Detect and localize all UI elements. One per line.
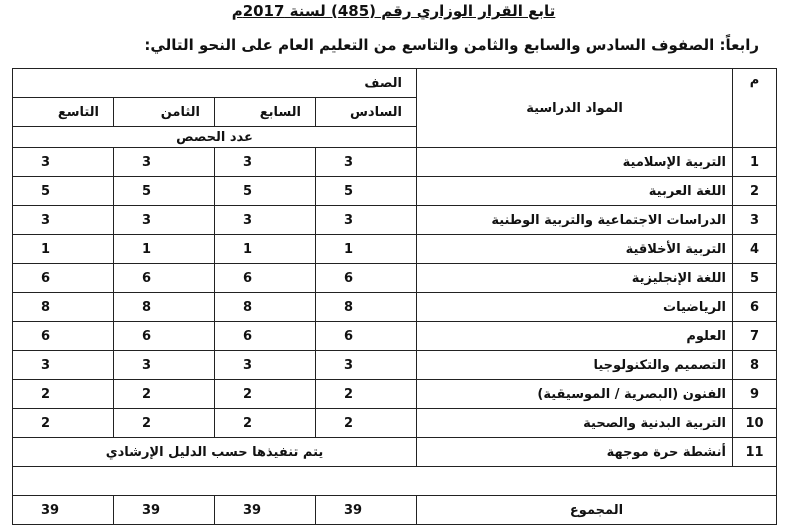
period-count: 6 <box>114 264 215 293</box>
period-count: 3 <box>114 206 215 235</box>
period-count: 6 <box>13 322 114 351</box>
period-count: 3 <box>316 206 417 235</box>
period-count: 5 <box>114 177 215 206</box>
subject-name: العلوم <box>417 322 733 351</box>
period-count: 2 <box>114 380 215 409</box>
period-count: 3 <box>114 148 215 177</box>
period-count: 2 <box>114 409 215 438</box>
table-row <box>13 206 777 235</box>
period-count: 5 <box>13 177 114 206</box>
subject-name: الفنون (البصرية / الموسيقية) <box>417 380 733 409</box>
period-count: 3 <box>316 148 417 177</box>
subject-name: التصميم والتكنولوجيا <box>417 351 733 380</box>
period-count: 3 <box>13 148 114 177</box>
table-row <box>13 148 777 177</box>
period-count: 1 <box>316 235 417 264</box>
row-number: 8 <box>733 351 777 380</box>
period-count: 8 <box>114 293 215 322</box>
period-count: 1 <box>13 235 114 264</box>
row-number: 3 <box>733 206 777 235</box>
subject-name: التربية الإسلامية <box>417 148 733 177</box>
period-count: 3 <box>114 351 215 380</box>
period-count: 6 <box>13 264 114 293</box>
activity-note: يتم تنفيذها حسب الدليل الإرشادي <box>13 438 417 467</box>
period-count: 3 <box>13 351 114 380</box>
period-count: 6 <box>215 264 316 293</box>
period-count: 6 <box>114 322 215 351</box>
periods-label: عدد الحصص <box>13 127 417 148</box>
total-value: 39 <box>114 496 215 525</box>
period-count: 1 <box>114 235 215 264</box>
grade-sixth-header: السادس <box>316 98 417 127</box>
row-number: 6 <box>733 293 777 322</box>
table-row <box>13 177 777 206</box>
col-num-header: م <box>733 69 777 148</box>
row-number: 9 <box>733 380 777 409</box>
period-count: 8 <box>13 293 114 322</box>
period-count: 8 <box>316 293 417 322</box>
row-number: 4 <box>733 235 777 264</box>
period-count: 6 <box>215 322 316 351</box>
period-count: 8 <box>215 293 316 322</box>
subject-name: اللغة العربية <box>417 177 733 206</box>
grade-seventh-header: السابع <box>215 98 316 127</box>
header-row-grade <box>13 69 777 98</box>
grade-ninth-header: التاسع <box>13 98 114 127</box>
period-count: 5 <box>215 177 316 206</box>
subject-name: الرياضيات <box>417 293 733 322</box>
total-row <box>13 496 777 525</box>
period-count: 3 <box>13 206 114 235</box>
col-grade-header: الصف <box>13 69 417 98</box>
table-row <box>13 351 777 380</box>
period-count: 3 <box>215 148 316 177</box>
activity-row <box>13 438 777 467</box>
period-count: 2 <box>316 409 417 438</box>
period-count: 2 <box>215 380 316 409</box>
spacer-cell <box>13 467 777 496</box>
document-title: تابع القرار الوزاري رقم (485) لسنة 2017م <box>231 2 556 20</box>
row-number: 2 <box>733 177 777 206</box>
period-count: 2 <box>13 409 114 438</box>
row-number: 10 <box>733 409 777 438</box>
table-row <box>13 264 777 293</box>
total-value: 39 <box>316 496 417 525</box>
row-number: 7 <box>733 322 777 351</box>
grade-eighth-header: الثامن <box>114 98 215 127</box>
period-count: 3 <box>316 351 417 380</box>
table-row <box>13 380 777 409</box>
curriculum-table <box>12 68 777 525</box>
subject-name: أنشطة حرة موجهة <box>417 438 733 467</box>
table-row <box>13 322 777 351</box>
table-spacer <box>13 467 777 496</box>
period-count: 1 <box>215 235 316 264</box>
period-count: 2 <box>13 380 114 409</box>
period-count: 3 <box>215 206 316 235</box>
total-label: المجموع <box>417 496 777 525</box>
subject-name: اللغة الإنجليزية <box>417 264 733 293</box>
period-count: 6 <box>316 322 417 351</box>
section-intro: رابعاً: الصفوف السادس والسابع والثامن والتاسع من التعليم العام على النحو التالي: <box>144 36 759 54</box>
period-count: 3 <box>215 351 316 380</box>
subject-name: التربية البدنية والصحية <box>417 409 733 438</box>
total-value: 39 <box>13 496 114 525</box>
table-row <box>13 409 777 438</box>
subject-name: التربية الأخلاقية <box>417 235 733 264</box>
total-value: 39 <box>215 496 316 525</box>
period-count: 2 <box>215 409 316 438</box>
col-subjects-header: المواد الدراسية <box>417 69 733 148</box>
row-number: 5 <box>733 264 777 293</box>
row-number: 11 <box>733 438 777 467</box>
period-count: 2 <box>316 380 417 409</box>
table-row <box>13 293 777 322</box>
row-number: 1 <box>733 148 777 177</box>
table-row <box>13 235 777 264</box>
period-count: 6 <box>316 264 417 293</box>
period-count: 5 <box>316 177 417 206</box>
subject-name: الدراسات الاجتماعية والتربية الوطنية <box>417 206 733 235</box>
